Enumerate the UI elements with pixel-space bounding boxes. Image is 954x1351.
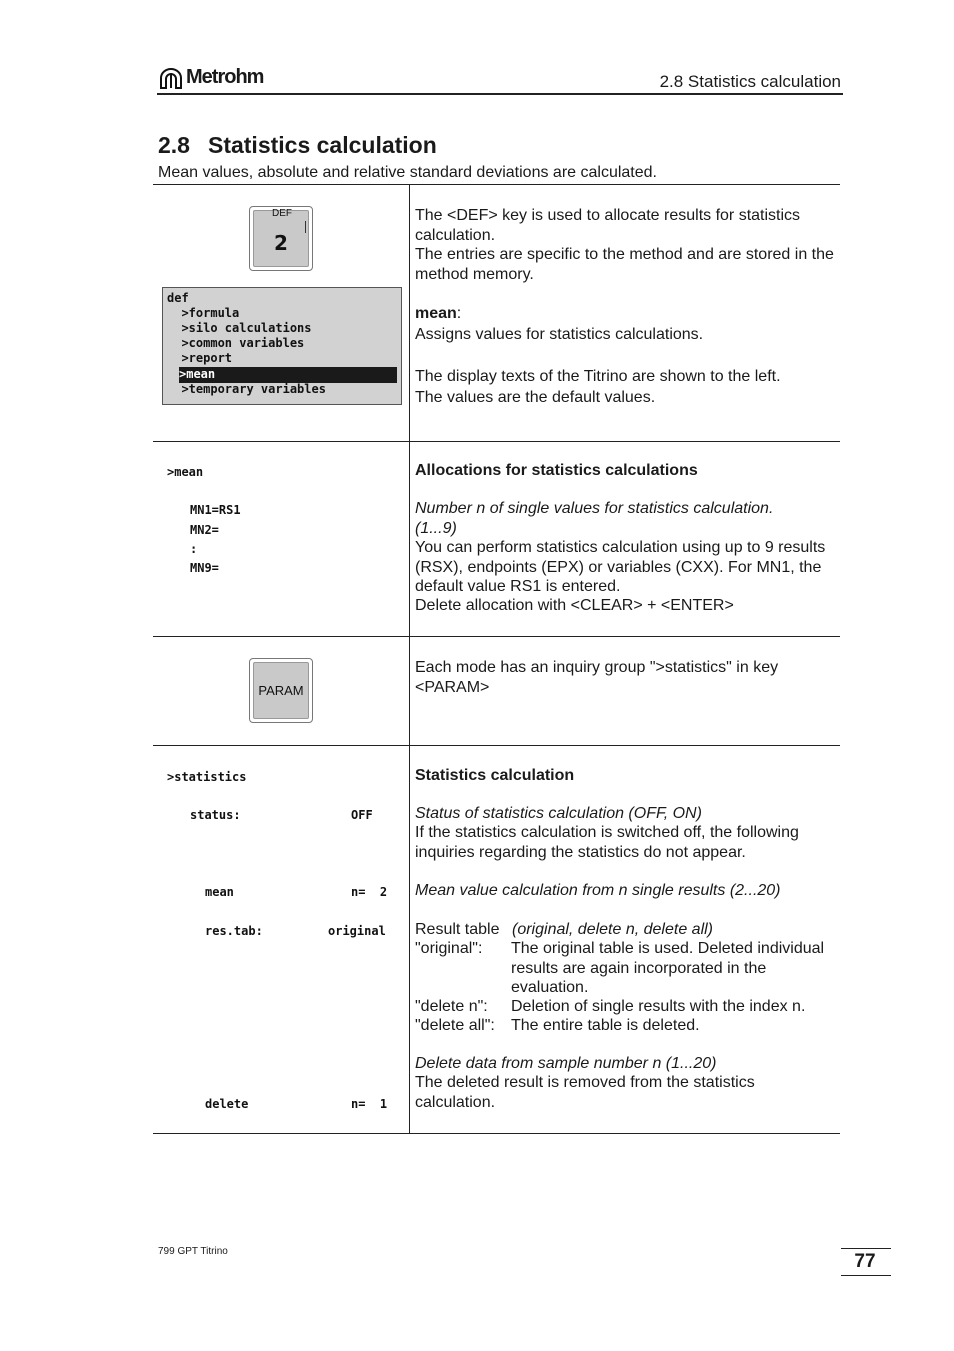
mean-n-label: mean — [205, 885, 234, 899]
row4-restab-label: Result table — [415, 921, 500, 938]
status-label: status: — [190, 808, 241, 822]
option-delete-n-key: "delete n": — [415, 998, 488, 1015]
display-line-selected: >mean — [179, 367, 397, 383]
mean-line-mn2: MN2= — [190, 523, 219, 537]
row1-p5: The values are the default values. — [415, 389, 656, 406]
def-key-main: 2 — [274, 231, 288, 255]
header-rule — [157, 93, 843, 95]
row4-heading: Statistics calculation — [415, 767, 575, 784]
option-delete-all-desc: The entire table is deleted. — [511, 1017, 700, 1034]
table-rule-bottom — [153, 1133, 840, 1134]
header-section: 2.8 Statistics calculation — [659, 72, 841, 91]
mean-line-mn1: MN1=RS1 — [190, 503, 241, 517]
row3-p1: Each mode has an inquiry group ">statistics" in key <PARAM> — [415, 659, 779, 696]
row1-p3: Assigns values for statistics calculations. — [415, 326, 704, 343]
def-key-sup: DEF — [272, 208, 292, 219]
statistics-group-title: >statistics — [167, 770, 247, 784]
section-title-text: Statistics calculation — [207, 132, 437, 158]
option-delete-all-key: "delete all": — [415, 1017, 495, 1034]
delete-n-label: delete — [205, 1097, 249, 1111]
page-number-rule — [841, 1248, 891, 1249]
display-line: >formula — [167, 306, 240, 320]
row4-delete-desc: The deleted result is removed from the statistics calculation. — [415, 1074, 755, 1111]
row1-p2: The entries are specific to the method and are stored in the method memory. — [415, 246, 834, 283]
brand-name: Metrohm — [186, 66, 264, 88]
section-number: 2.8 — [158, 132, 190, 158]
def-key-icon — [249, 206, 313, 271]
row2-heading: Allocations for statistics calculations — [415, 462, 698, 479]
footer-product: 799 GPT Titrino — [158, 1246, 228, 1257]
row4-status-italic: Status of statistics calculation (OFF, ON) — [415, 805, 702, 822]
row1-mean-label: mean: — [415, 305, 462, 322]
row2-italic: Number n of single values for statistics calculation. (1...9) — [415, 500, 774, 537]
table-rule-3 — [153, 745, 840, 746]
display-line: >common variables — [167, 336, 305, 350]
restab-value: original — [328, 924, 386, 938]
status-value: OFF — [351, 808, 373, 822]
row4-delete-italic: Delete data from sample number n (1...20) — [415, 1055, 717, 1072]
row1-p1: The <DEF> key is used to allocate results for statistics calculation. — [415, 207, 801, 244]
metrohm-logo-icon — [158, 68, 184, 90]
param-key-label: PARAM — [258, 683, 304, 698]
table-rule-top — [153, 184, 840, 185]
option-original-key: "original": — [415, 940, 483, 957]
display-def-menu — [162, 287, 402, 405]
option-delete-n-desc: Deletion of single results with the index n. — [511, 998, 806, 1015]
row4-status-desc: If the statistics calculation is switched off, the following inquiries regarding the statistics do not appear. — [415, 824, 799, 861]
option-original-desc: The original table is used. Deleted individual results are again incorporated in the evaluation. — [511, 940, 825, 996]
row4-mean-italic: Mean value calculation from n single results (2...20) — [415, 882, 781, 899]
display-line: >silo calculations — [167, 321, 312, 335]
row2-p1: You can perform statistics calculation using up to 9 results (RSX), endpoints (EPX) or variables (CXX). For MN1, the default value RS1 is entered. — [415, 539, 826, 595]
mean-line-ellipsis: : — [190, 542, 198, 556]
mean-line-mn9: MN9= — [190, 561, 219, 575]
row2-p2: Delete allocation with <CLEAR> + <ENTER> — [415, 597, 734, 614]
section-intro: Mean values, absolute and relative standard deviations are calculated. — [158, 164, 657, 181]
table-rule-1 — [153, 441, 840, 442]
delete-n-value: n= 1 — [351, 1097, 388, 1111]
display-line: def — [167, 291, 189, 305]
row1-p4: The display texts of the Titrino are shown to the left. — [415, 368, 781, 385]
restab-label: res.tab: — [205, 924, 263, 938]
display-line: >temporary variables — [167, 382, 326, 396]
row4-restab-italic: (original, delete n, delete all) — [512, 921, 714, 938]
mean-group-title: >mean — [167, 465, 204, 479]
param-key-icon — [249, 658, 313, 723]
display-line: >report — [167, 351, 233, 365]
page-number-rule-bottom — [841, 1275, 891, 1276]
section-title — [158, 132, 437, 159]
table-rule-2 — [153, 636, 840, 637]
table-divider — [409, 184, 410, 1134]
page-number: 77 — [854, 1251, 876, 1272]
mean-n-value: n= 2 — [351, 885, 388, 899]
